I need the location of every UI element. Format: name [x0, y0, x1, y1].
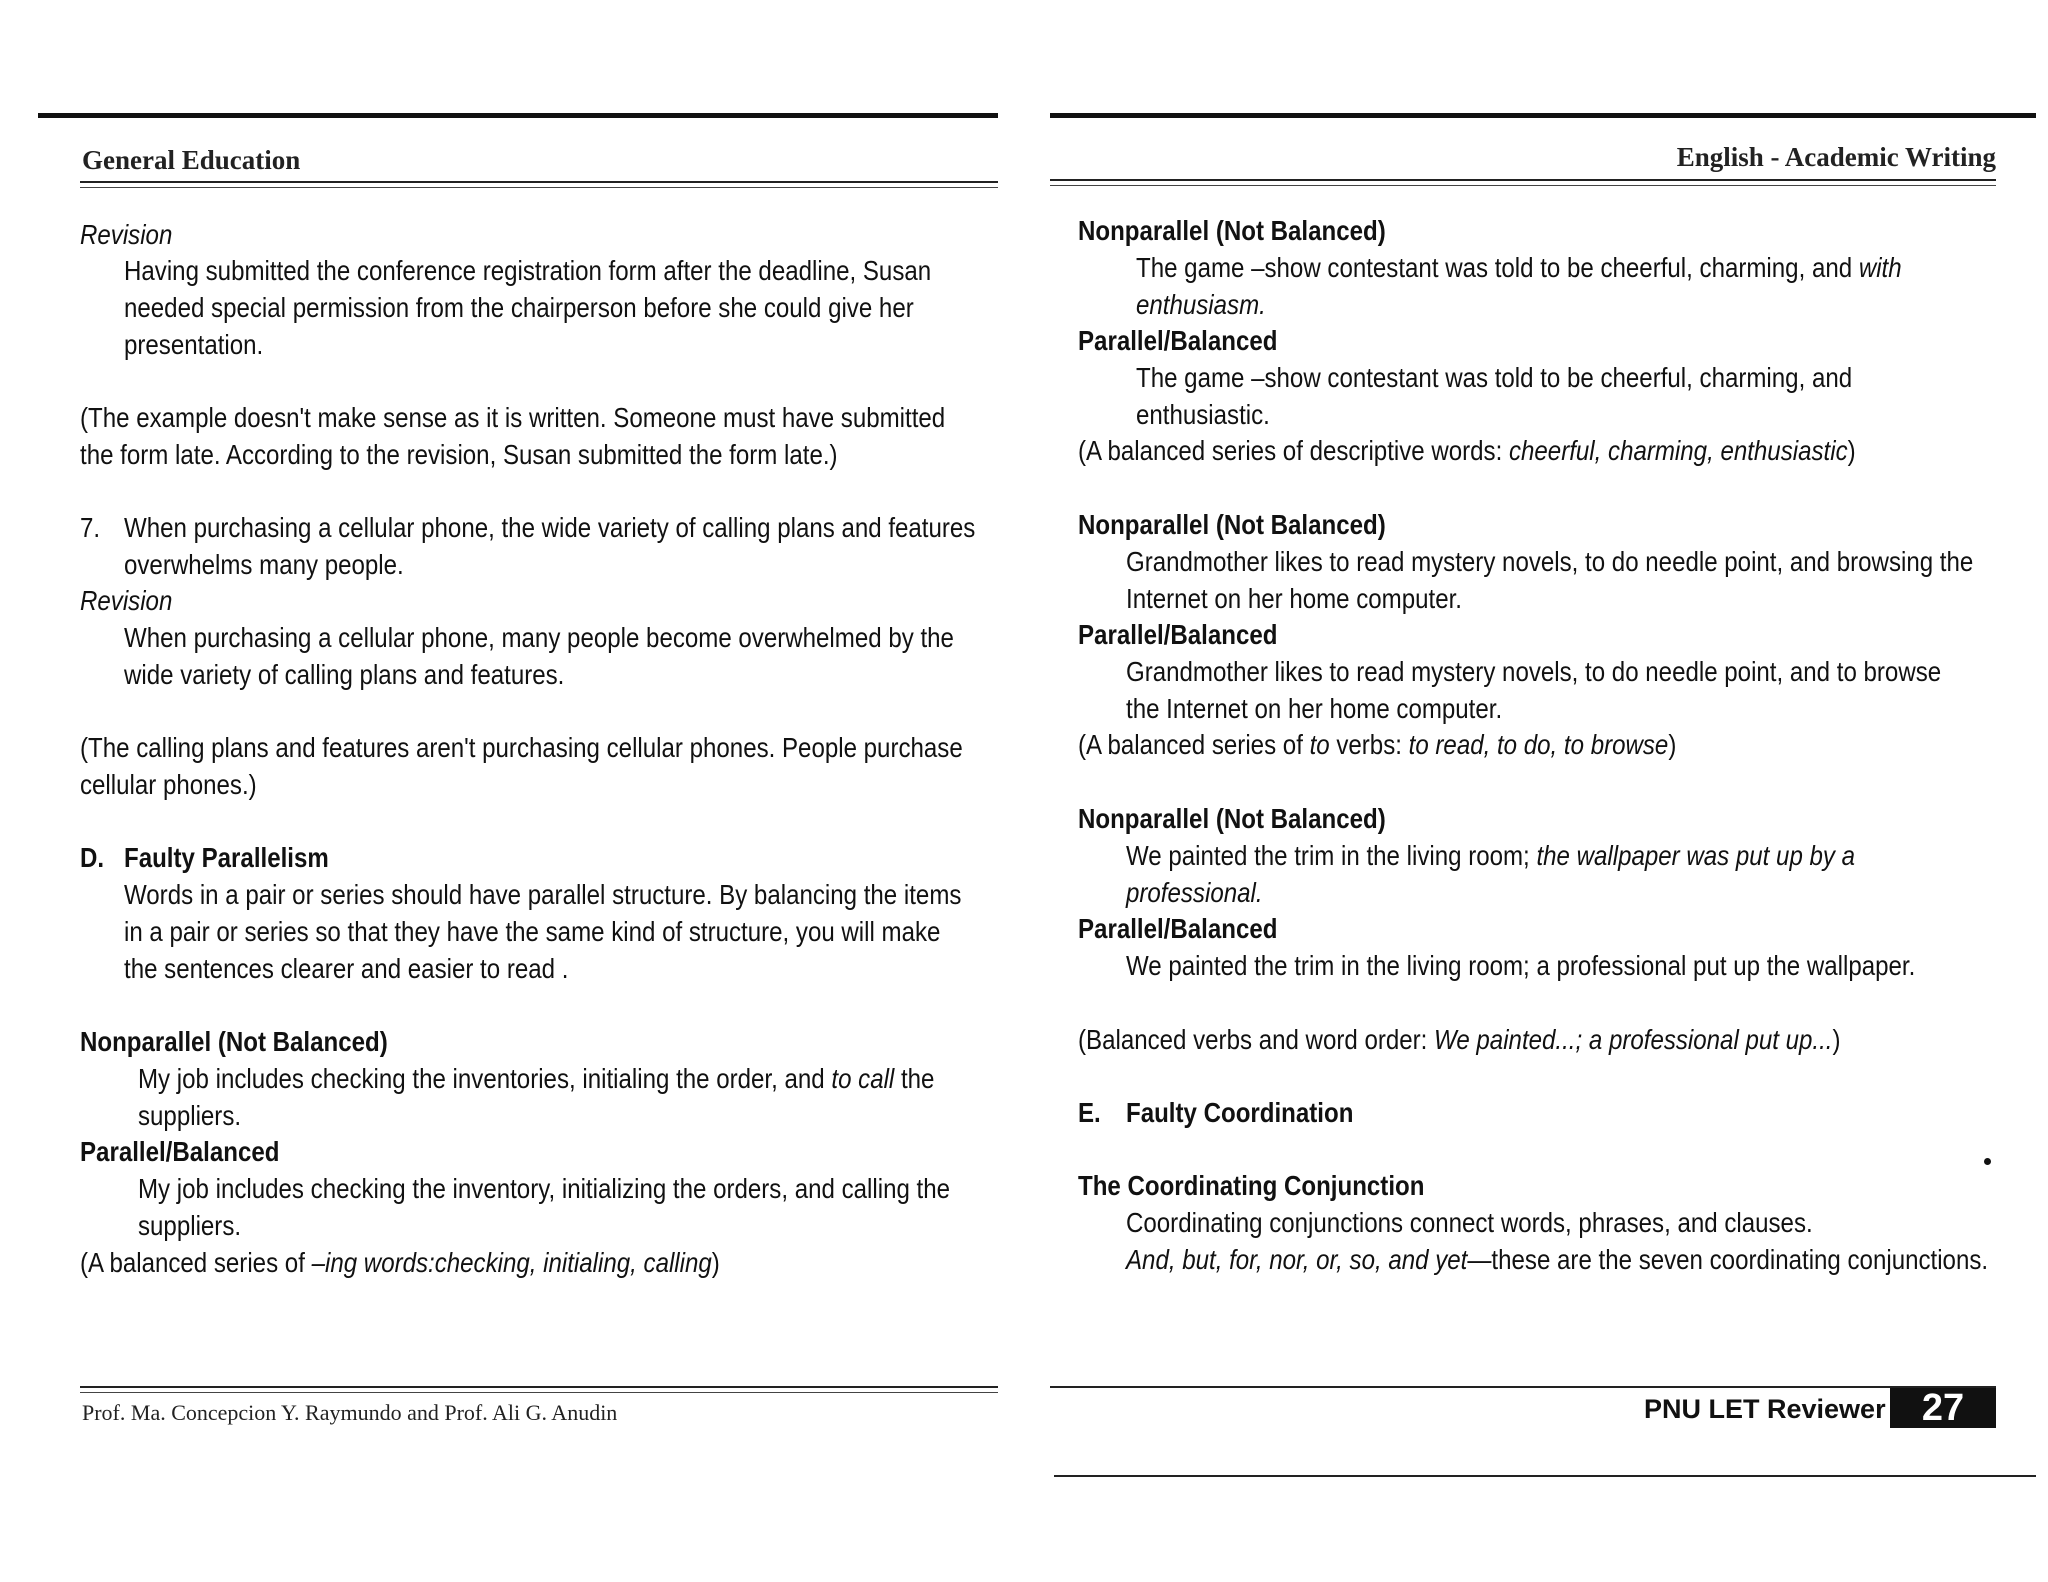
item-text-line: overwhelms many people. [124, 549, 404, 580]
example-line: professional. [1126, 877, 1263, 908]
subsection-title: The Coordinating Conjunction [1078, 1170, 1425, 1201]
example-line [138, 1061, 934, 1097]
example-text: We painted the trim in the living room; [1126, 840, 1537, 871]
revision-label: Revision [80, 219, 173, 250]
section-body-line: the sentences clearer and easier to read . [124, 953, 569, 984]
section-title: Faulty Parallelism [124, 842, 329, 873]
bottom-rule [1054, 1475, 2036, 1477]
section-letter: E. [1078, 1097, 1101, 1128]
summary-line [1078, 727, 1676, 763]
revision-text-line: wide variety of calling plans and features. [124, 659, 565, 690]
summary-text: ) [1847, 435, 1856, 466]
example-line: suppliers. [138, 1100, 242, 1131]
body-text: —these are the seven coordinating conjunctions. [1467, 1244, 1989, 1275]
footer-rule [80, 1386, 998, 1388]
section-body-line: in a pair or series so that they have the same kind of structure, you will make [124, 916, 941, 947]
item-number: 7. [80, 512, 101, 543]
footer-rule [1050, 1386, 1996, 1388]
summary-text: (A balanced series of [1078, 729, 1310, 760]
body-line [1126, 1242, 1988, 1278]
body-line: Coordinating conjunctions connect words, phrases, and clauses. [1126, 1207, 1813, 1238]
header-rule [80, 181, 998, 183]
page-number: 27 [1890, 1388, 1996, 1428]
summary-emphasis: –ing words:checking, initialing, calling [311, 1247, 712, 1278]
summary-line [80, 1245, 720, 1281]
reviewer-title: PNU LET Reviewer [1644, 1394, 1886, 1424]
footer-rule-hair [80, 1392, 998, 1393]
header-rule-hair [1050, 185, 1996, 186]
explanation-line: cellular phones.) [80, 769, 257, 800]
header-rule [1050, 179, 1996, 181]
example-line: Grandmother likes to read mystery novels, to do needle point, and to browse [1126, 656, 1942, 687]
top-rule [38, 113, 998, 118]
summary-text: ) [1668, 729, 1677, 760]
example-text: The game –show contestant was told to be cheerful, charming, and [1136, 252, 1859, 283]
example-emphasis: to call [831, 1063, 895, 1094]
nonparallel-label: Nonparallel (Not Balanced) [1078, 509, 1386, 540]
summary-line [1078, 433, 1856, 469]
summary-line [1078, 1022, 1841, 1058]
running-header: English - Academic Writing [1676, 142, 1996, 172]
summary-emphasis: to [1309, 729, 1330, 760]
example-line [1126, 838, 1855, 874]
nonparallel-label: Nonparallel (Not Balanced) [80, 1026, 388, 1057]
top-rule [1050, 113, 2036, 118]
parallel-label: Parallel/Balanced [80, 1136, 280, 1167]
revision-text-line: When purchasing a cellular phone, many people become overwhelmed by the [124, 622, 954, 653]
nonparallel-label: Nonparallel (Not Balanced) [1078, 803, 1386, 834]
example-line: enthusiastic. [1136, 399, 1270, 430]
parallel-label: Parallel/Balanced [1078, 619, 1278, 650]
conjunction-list: And, but, for, nor, or, so, and yet [1126, 1244, 1468, 1275]
example-emphasis: the wallpaper was put up by a [1536, 840, 1856, 871]
revision-text-line: presentation. [124, 329, 264, 360]
revision-text-line: Having submitted the conference registration form after the deadline, Susan [124, 255, 932, 286]
summary-text: ) [1832, 1024, 1841, 1055]
nonparallel-label: Nonparallel (Not Balanced) [1078, 215, 1386, 246]
summary-text: (A balanced series of descriptive words: [1078, 435, 1509, 466]
explanation-line: the form late. According to the revision, Susan submitted the form late.) [80, 439, 838, 470]
section-letter: D. [80, 842, 105, 873]
bullet-mark [1984, 1158, 1991, 1165]
explanation-line: (The example doesn't make sense as it is written. Someone must have submitted [80, 402, 946, 433]
revision-text-line: needed special permission from the chairperson before she could give her [124, 292, 914, 323]
section-title: Faulty Coordination [1126, 1097, 1354, 1128]
running-header: General Education [82, 145, 301, 175]
item-text-line: When purchasing a cellular phone, the wide variety of calling plans and features [124, 512, 976, 543]
section-body-line: Words in a pair or series should have parallel structure. By balancing the items [124, 879, 962, 910]
author-credit: Prof. Ma. Concepcion Y. Raymundo and Prof. Ali G. Anudin [82, 1400, 618, 1425]
example-line [1136, 250, 1902, 286]
example-line: the Internet on her home computer. [1126, 693, 1503, 724]
right-page [1024, 0, 2048, 1582]
example-line: Grandmother likes to read mystery novels, to do needle point, and browsing the [1126, 546, 1974, 577]
example-line: My job includes checking the inventory, initializing the orders, and calling the [138, 1173, 951, 1204]
parallel-label: Parallel/Balanced [1078, 913, 1278, 944]
summary-emphasis: We painted...; a professional put up... [1434, 1024, 1833, 1055]
parallel-label: Parallel/Balanced [1078, 325, 1278, 356]
summary-text: ) [711, 1247, 720, 1278]
example-line: The game –show contestant was told to be cheerful, charming, and [1136, 362, 1853, 393]
summary-text: (Balanced verbs and word order: [1078, 1024, 1435, 1055]
revision-label: Revision [80, 585, 173, 616]
example-text: My job includes checking the inventories, initialing the order, and [138, 1063, 832, 1094]
example-text: the [894, 1063, 935, 1094]
summary-emphasis: to read, to do, to browse [1408, 729, 1669, 760]
explanation-line: (The calling plans and features aren't purchasing cellular phones. People purchase [80, 732, 963, 763]
summary-text: (A balanced series of [80, 1247, 312, 1278]
header-rule-hair [80, 187, 998, 188]
summary-text: verbs: [1329, 729, 1409, 760]
example-line: suppliers. [138, 1210, 242, 1241]
example-line: We painted the trim in the living room; a professional put up the wallpaper. [1126, 950, 1916, 981]
example-emphasis: with [1858, 252, 1902, 283]
example-line: Internet on her home computer. [1126, 583, 1462, 614]
summary-emphasis: cheerful, charming, enthusiastic [1508, 435, 1848, 466]
example-line: enthusiasm. [1136, 289, 1266, 320]
